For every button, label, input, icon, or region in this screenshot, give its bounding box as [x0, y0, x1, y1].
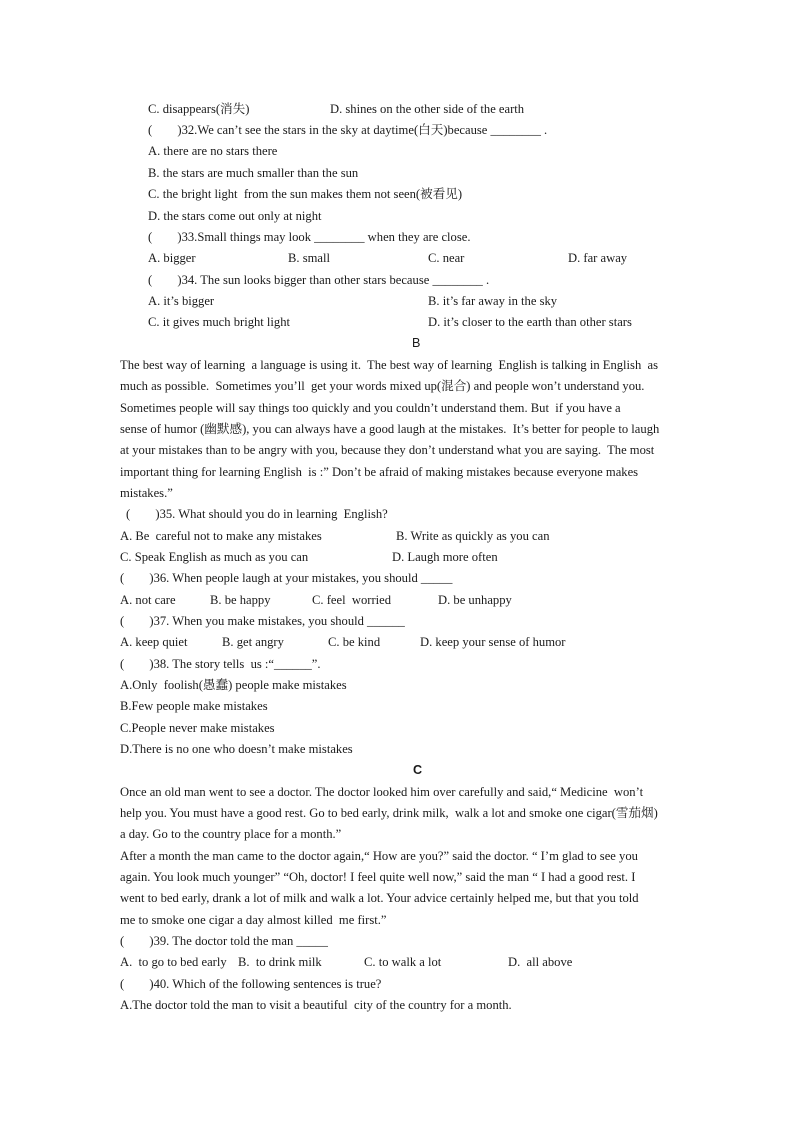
- text-line-l35: a day. Go to the country place for a month.”: [120, 827, 342, 841]
- text-line-l01-segment-0: C. disappears(消失): [148, 102, 250, 116]
- text-line-l28: A.Only foolish(愚蠢) people make mistakes: [120, 678, 347, 692]
- text-line-l01-segment-1: D. shines on the other side of the earth: [330, 102, 525, 116]
- text-line-l20: ( )35. What should you do in learning English?: [126, 507, 388, 521]
- text-line-l26-segment-0: A. keep quiet: [120, 635, 188, 649]
- text-line-l23: ( )36. When people laugh at your mistakes, you should _____: [120, 571, 453, 585]
- text-line-l22-segment-0: C. Speak English as much as you can: [120, 550, 309, 564]
- text-line-l08-segment-0: A. bigger: [148, 251, 196, 265]
- text-line-l14: much as possible. Sometimes you’ll get your words mixed up(混合) and people won’t understand you.: [120, 379, 645, 393]
- text-line-l13: The best way of learning a language is using it. The best way of learning English is talking in English as: [120, 358, 659, 372]
- text-line-l08-segment-3: D. far away: [568, 251, 628, 265]
- text-line-l38: went to bed early, drank a lot of milk and walk a lot. Your advice certainly helped me, but that you told: [120, 891, 639, 905]
- text-line-l12: B: [412, 336, 421, 350]
- text-line-l02: ( )32.We can’t see the stars in the sky at daytime(白天)because ________ .: [148, 123, 548, 137]
- text-line-l41-segment-2: C. to walk a lot: [364, 955, 442, 969]
- text-line-l19: mistakes.”: [120, 486, 173, 500]
- text-line-l05: C. the bright light from the sun makes them not seen(被看见): [148, 187, 463, 201]
- text-line-l32: C: [413, 763, 423, 777]
- text-line-l31: D.There is no one who doesn’t make mistakes: [120, 742, 353, 756]
- text-line-l04: B. the stars are much smaller than the sun: [148, 166, 359, 180]
- text-line-l40: ( )39. The doctor told the man _____: [120, 934, 328, 948]
- text-line-l24-segment-2: C. feel worried: [312, 593, 392, 607]
- text-line-l26-segment-3: D. keep your sense of humor: [420, 635, 566, 649]
- text-line-l21-segment-0: A. Be careful not to make any mistakes: [120, 529, 322, 543]
- text-line-l36: After a month the man came to the doctor again,“ How are you?” said the doctor. “ I’m glad to see you: [120, 849, 638, 863]
- text-line-l08-segment-2: C. near: [428, 251, 465, 265]
- text-line-l25: ( )37. When you make mistakes, you should ______: [120, 614, 405, 628]
- text-line-l37: again. You look much younger” “Oh, doctor! I feel quite well now,” said the man “ I had a good rest. I: [120, 870, 636, 884]
- text-line-l08-segment-1: B. small: [288, 251, 330, 265]
- text-line-l30: C.People never make mistakes: [120, 721, 275, 735]
- text-line-l24-segment-1: B. be happy: [210, 593, 271, 607]
- text-line-l41-segment-3: D. all above: [508, 955, 573, 969]
- text-line-l27: ( )38. The story tells us :“______”.: [120, 657, 321, 671]
- text-line-l24-segment-3: D. be unhappy: [438, 593, 512, 607]
- text-line-l09: ( )34. The sun looks bigger than other stars because ________ .: [148, 273, 490, 287]
- text-line-l11-segment-1: D. it’s closer to the earth than other stars: [428, 315, 632, 329]
- text-line-l17: at your mistakes than to be angry with you, because they don’t understand what you are saying. The most: [120, 443, 655, 457]
- text-line-l22-segment-1: D. Laugh more often: [392, 550, 498, 564]
- text-line-l26-segment-1: B. get angry: [222, 635, 284, 649]
- text-line-l43: A.The doctor told the man to visit a beautiful city of the country for a month.: [120, 998, 512, 1012]
- text-line-l11-segment-0: C. it gives much bright light: [148, 315, 291, 329]
- text-line-l21-segment-1: B. Write as quickly as you can: [396, 529, 550, 543]
- text-line-l34: help you. You must have a good rest. Go to bed early, drink milk, walk a lot and smoke one cigar(雪茄烟): [120, 806, 658, 820]
- text-line-l41-segment-1: B. to drink milk: [238, 955, 322, 969]
- text-line-l33: Once an old man went to see a doctor. The doctor looked him over carefully and said,“ Medicine won’t: [120, 785, 644, 799]
- text-line-l03: A. there are no stars there: [148, 144, 278, 158]
- text-line-l06: D. the stars come out only at night: [148, 209, 322, 223]
- text-line-l29: B.Few people make mistakes: [120, 699, 268, 713]
- text-line-l07: ( )33.Small things may look ________ when they are close.: [148, 230, 471, 244]
- text-line-l15: Sometimes people will say things too quickly and you couldn’t understand them. But if you have a: [120, 401, 621, 415]
- text-line-l41-segment-0: A. to go to bed early: [120, 955, 227, 969]
- text-line-l24-segment-0: A. not care: [120, 593, 176, 607]
- text-line-l18: important thing for learning English is :” Don’t be afraid of making mistakes because everyone makes: [120, 465, 639, 479]
- text-line-l10-segment-1: B. it’s far away in the sky: [428, 294, 558, 308]
- text-line-l10-segment-0: A. it’s bigger: [148, 294, 215, 308]
- text-line-l26-segment-2: C. be kind: [328, 635, 381, 649]
- text-line-l42: ( )40. Which of the following sentences is true?: [120, 977, 382, 991]
- text-line-l39: me to smoke one cigar a day almost killed me first.”: [120, 913, 387, 927]
- text-line-l16: sense of humor (幽默感), you can always have a good laugh at the mistakes. It’s better for people to laugh: [120, 422, 660, 436]
